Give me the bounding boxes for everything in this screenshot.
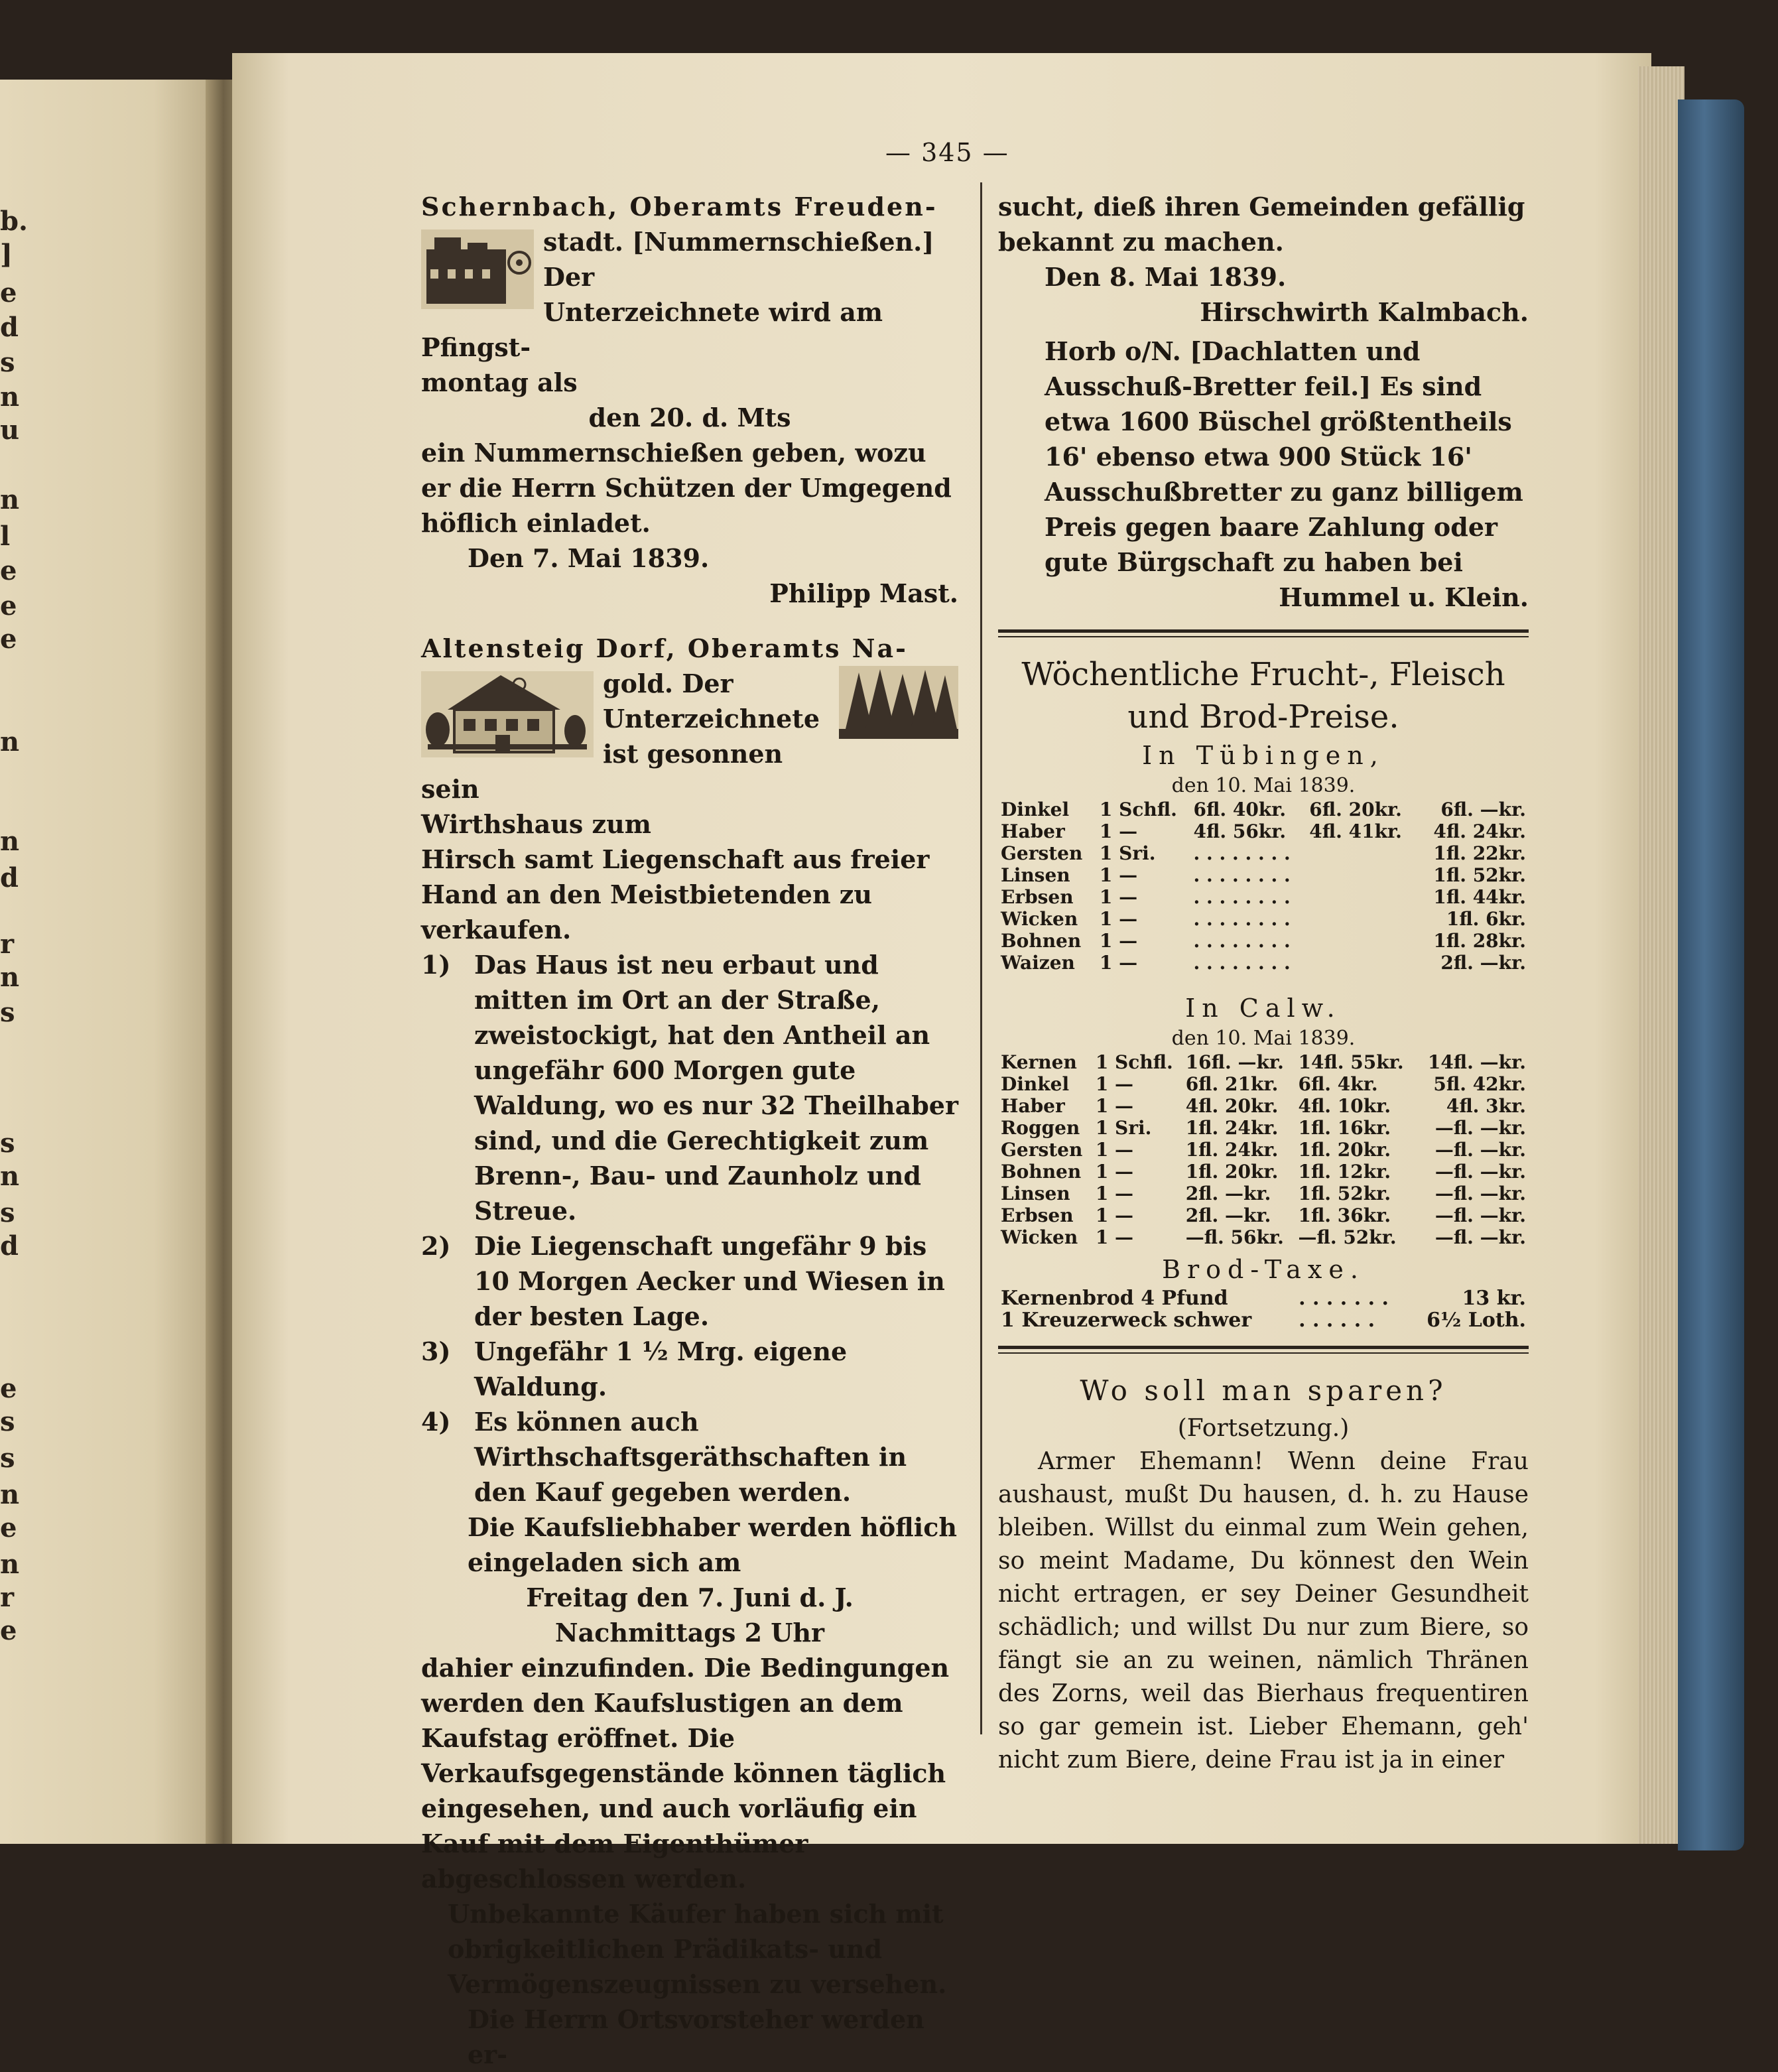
table-cell: Erbsen	[1001, 886, 1074, 908]
margin-letter: s	[0, 1128, 15, 1159]
table-row	[998, 1287, 1529, 1309]
margin-letter: n	[0, 1549, 20, 1580]
list-item	[421, 1404, 958, 1510]
table-cell: 1fl. 24kr.	[1185, 1139, 1279, 1161]
table-row	[998, 952, 1529, 974]
price-table-tuebingen	[998, 799, 1529, 974]
margin-letter: ]	[0, 239, 13, 270]
ad-body: [Dachlatten und Ausschuß-Bretter feil.] Es sind etwa 1600 Büschel größtentheils 16' ebenso etwa 900 Stück 16' Ausschußbretter zu ganz billigem Preis gegen baare Zahlung oder gute Bürgschaft zu haben bei	[1045, 336, 1523, 577]
table-cell: 1 —	[1095, 1226, 1134, 1248]
sale-body: dahier einzufinden. Die Bedingungen werden den Kaufslustigen an dem Kaufstag eröffnet. Die Verkaufsgegenstände können täglich eingesehen, und auch vorläufig ein Kauf mit dem Eigenthümer abgeschlossen werden.	[421, 1653, 950, 1894]
table-cell: 1 Schfl.	[1095, 1051, 1173, 1073]
sale-day: Freitag den 7. Juni d. J.	[526, 1583, 854, 1612]
table-row	[998, 1309, 1529, 1331]
ad-signature: Philipp Mast.	[769, 578, 958, 608]
table-cell: 2fl. —kr.	[1440, 952, 1526, 974]
table-cell: 1 Sri.	[1095, 1117, 1152, 1139]
item-number: 1)	[421, 950, 451, 980]
inn-woodcut-icon	[421, 671, 594, 757]
table-cell: Wicken	[1001, 908, 1078, 930]
margin-letter: l	[0, 521, 11, 552]
margin-letter: e	[0, 1512, 17, 1543]
margin-letter: r	[0, 1582, 15, 1613]
margin-letter: b.	[0, 206, 28, 237]
table-cell: 1 Kreuzerweck schwer	[1001, 1309, 1252, 1332]
market-date: den 10. Mai 1839.	[1171, 1027, 1356, 1050]
table-cell: 1 —	[1099, 820, 1138, 842]
table-cell: 6fl. 4kr.	[1298, 1073, 1378, 1095]
ad-heading: Altensteig Dorf, Oberamts Na-	[421, 633, 908, 663]
ad-line: gold. Der Unterzeichnete	[603, 669, 820, 734]
table-cell: 14fl. —kr.	[1427, 1051, 1526, 1073]
table-cell: Haber	[1001, 820, 1065, 842]
item-number: 2)	[421, 1231, 451, 1261]
ad-heading: Schernbach, Oberamts Freuden-	[421, 192, 938, 222]
table-cell: —fl. —kr.	[1434, 1161, 1526, 1183]
table-cell: 1 —	[1095, 1183, 1134, 1204]
table-cell: 1 Sri.	[1099, 842, 1156, 864]
ad-closing: Die Herrn Ortsvorsteher werden er-	[468, 2004, 924, 2069]
table-cell: 1fl. 28kr.	[1433, 930, 1526, 952]
table-cell: 1fl. 36kr.	[1298, 1204, 1391, 1226]
table-cell: Linsen	[1001, 864, 1070, 886]
table-cell: 1fl. 52kr.	[1433, 864, 1526, 886]
table-cell: 1fl. 52kr.	[1298, 1183, 1391, 1204]
table-cell: 1fl. 44kr.	[1433, 886, 1526, 908]
price-table-calw	[998, 1051, 1529, 1248]
table-cell: Wicken	[1001, 1226, 1078, 1248]
ad-signature: Hummel u. Klein.	[1279, 582, 1529, 612]
ad-horb	[998, 334, 1529, 615]
table-row	[998, 1204, 1529, 1226]
margin-letter: e	[0, 277, 17, 308]
column-divider	[980, 182, 982, 1734]
table-row	[998, 1095, 1529, 1117]
ad-continuation	[998, 189, 1529, 330]
article	[998, 1370, 1529, 1777]
table-cell: 4fl. 20kr.	[1185, 1095, 1279, 1117]
table-row	[998, 1117, 1529, 1139]
table-cell: —fl. —kr.	[1434, 1226, 1526, 1248]
table-cell: 1 —	[1095, 1204, 1134, 1226]
margin-letter: d	[0, 862, 19, 893]
item-text: Das Haus ist neu erbaut und mitten im Ort an der Straße, zweistockigt, hat den Antheil an ungefähr 600 Morgen gute Waldung, wo es nur 32 Theilhaber sind, und die Gerechtigkeit zum Brenn-, Bau- und Zaunholz und Streue.	[474, 950, 958, 1226]
table-cell: 6fl. —kr.	[1440, 799, 1526, 820]
ad-line: Unterzeichnete wird am Pfingst-	[421, 297, 883, 362]
table-row	[998, 864, 1529, 886]
table-cell	[1306, 864, 1417, 886]
article-subtitle: (Fortsetzung.)	[1177, 1415, 1350, 1442]
margin-letter: r	[0, 929, 15, 960]
ad-altensteig	[421, 631, 958, 2072]
table-cell: 1 —	[1099, 886, 1138, 908]
list-item	[421, 1228, 958, 1334]
margin-letter: s	[0, 347, 15, 378]
margin-letter: n	[0, 962, 20, 993]
margin-letter: e	[0, 623, 17, 655]
table-cell: 6fl. 20kr.	[1309, 799, 1402, 820]
ad-date: Den 7. Mai 1839.	[468, 543, 710, 573]
table-cell: 1fl. 24kr.	[1185, 1117, 1279, 1139]
ad-date: Den 8. Mai 1839.	[1045, 262, 1287, 292]
table-cell: Gersten	[1001, 842, 1083, 864]
table-cell: 4fl. 24kr.	[1433, 820, 1526, 842]
ad-paragraph	[998, 334, 1529, 580]
table-cell: 13 kr.	[1462, 1287, 1526, 1310]
table-cell: 1fl. 20kr.	[1185, 1161, 1279, 1183]
table-cell: . . . . . . . .	[1193, 842, 1291, 864]
page-number: — 345 —	[885, 138, 1009, 167]
market-place: In Calw.	[1185, 994, 1342, 1023]
ad-line: ist gesonnen sein	[421, 739, 783, 804]
table-row	[998, 1051, 1529, 1073]
table-cell: 4fl. 41kr.	[1309, 820, 1402, 842]
table-row	[998, 842, 1529, 864]
table-cell: 1fl. 12kr.	[1298, 1161, 1391, 1183]
margin-letter: s	[0, 1406, 15, 1437]
table-cell: . . . . . . . .	[1193, 908, 1291, 930]
item-number: 3)	[421, 1336, 451, 1366]
margin-letter: n	[0, 1479, 20, 1510]
list-item	[421, 1334, 958, 1404]
table-cell: 1 Schfl.	[1099, 799, 1177, 820]
table-cell: 5fl. 42kr.	[1433, 1073, 1526, 1095]
ad-line: Wirthshaus zum	[421, 809, 651, 839]
margin-letter: s	[0, 1443, 15, 1474]
margin-letter: u	[0, 415, 20, 446]
table-cell: 6fl. 40kr.	[1193, 799, 1287, 820]
margin-letter: s	[0, 1197, 15, 1228]
ad-line: stadt. [Nummernschießen.] Der	[543, 227, 934, 292]
table-cell: Kernenbrod 4 Pfund	[1001, 1287, 1228, 1310]
table-row	[998, 820, 1529, 842]
table-row	[998, 1183, 1529, 1204]
table-cell: 2fl. —kr.	[1185, 1204, 1271, 1226]
price-report	[998, 653, 1529, 1331]
table-row	[998, 1073, 1529, 1095]
table-cell: 1fl. 16kr.	[1298, 1117, 1391, 1139]
table-cell: 14fl. 55kr.	[1298, 1051, 1404, 1073]
margin-letter: n	[0, 726, 20, 757]
table-cell: Roggen	[1001, 1117, 1080, 1139]
table-cell: 2fl. —kr.	[1185, 1183, 1271, 1204]
table-row	[998, 930, 1529, 952]
right-column	[998, 189, 1529, 1777]
table-cell: . . . . . . . .	[1193, 886, 1291, 908]
table-cell: —fl. —kr.	[1434, 1204, 1526, 1226]
book-cover	[1678, 99, 1744, 1850]
table-cell: . . . . . . . .	[1193, 930, 1291, 952]
margin-letter: n	[0, 826, 20, 857]
market-place: In Tübingen,	[1142, 741, 1385, 770]
ad-body: sucht, dieß ihren Gemeinden gefällig bekannt zu machen.	[998, 192, 1525, 257]
table-cell	[1306, 952, 1417, 974]
table-cell: 1 —	[1095, 1161, 1134, 1183]
unknown-buyers: Unbekannte Käufer haben sich mit obrigkeitlichen Prädikats- und Vermögenszeugnissen zu versehen.	[448, 1899, 947, 1999]
table-cell: 1 —	[1099, 952, 1138, 974]
brod-title: Brod-Taxe.	[1162, 1255, 1365, 1284]
price-title: Wöchentliche Frucht-, Fleisch und Brod-Preise.	[1021, 656, 1505, 736]
sale-time: Nachmittags 2 Uhr	[554, 1618, 825, 1648]
item-text: Die Liegenschaft ungefähr 9 bis 10 Morgen Aecker und Wiesen in der besten Lage.	[474, 1231, 945, 1331]
forest-woodcut-icon	[839, 666, 958, 739]
table-cell: 6½ Loth.	[1427, 1309, 1526, 1332]
article-title: Wo soll man sparen?	[1080, 1374, 1447, 1407]
table-row	[998, 1161, 1529, 1183]
market-date: den 10. Mai 1839.	[1171, 774, 1356, 797]
table-cell: Bohnen	[1001, 1161, 1082, 1183]
table-row	[998, 886, 1529, 908]
table-cell: . . . . . . . .	[1193, 952, 1291, 974]
table-cell	[1306, 886, 1417, 908]
table-cell: Gersten	[1001, 1139, 1083, 1161]
table-cell: 1 —	[1099, 908, 1138, 930]
table-cell: Haber	[1001, 1095, 1065, 1117]
table-row	[998, 1139, 1529, 1161]
table-cell: 4fl. 56kr.	[1193, 820, 1287, 842]
ad-heading: Horb o/N.	[1045, 336, 1181, 366]
table-row	[998, 1226, 1529, 1248]
ad-signature: Hirschwirth Kalmbach.	[1200, 297, 1529, 327]
ad-schernbach	[421, 189, 958, 611]
ad-invite: Die Kaufsliebhaber werden höflich eingeladen sich am	[468, 1512, 957, 1577]
table-row	[998, 799, 1529, 820]
ad-date-line: den 20. d. Mts	[588, 403, 791, 432]
table-cell: . . . . . . .	[1299, 1287, 1389, 1310]
ad-body: ein Nummernschießen geben, wozu er die Herrn Schützen der Umgegend höflich einladet.	[421, 438, 952, 538]
table-cell: 6fl. 21kr.	[1185, 1073, 1279, 1095]
table-cell: 1 —	[1099, 930, 1138, 952]
margin-letter: n	[0, 381, 20, 413]
table-cell: —fl. —kr.	[1434, 1183, 1526, 1204]
margin-letter: n	[0, 1161, 20, 1192]
margin-letter: e	[0, 1615, 17, 1646]
table-cell: Dinkel	[1001, 1073, 1070, 1095]
table-cell: 1fl. 6kr.	[1446, 908, 1526, 930]
section-divider	[998, 629, 1529, 637]
table-cell: Waizen	[1001, 952, 1075, 974]
section-divider	[998, 1346, 1529, 1354]
ad-body: Hirsch samt Liegenschaft aus freier Hand an den Meistbietenden zu verkaufen.	[421, 844, 930, 944]
table-cell: —fl. 52kr.	[1298, 1226, 1397, 1248]
table-cell: Kernen	[1001, 1051, 1077, 1073]
table-cell: 4fl. 3kr.	[1446, 1095, 1526, 1117]
table-cell: Linsen	[1001, 1183, 1070, 1204]
ad-line: montag als	[421, 367, 578, 397]
table-cell: 1 —	[1095, 1139, 1134, 1161]
table-cell: —fl. 56kr.	[1185, 1226, 1284, 1248]
margin-letter: e	[0, 1373, 17, 1404]
margin-letter: d	[0, 1230, 19, 1262]
article-body: Armer Ehemann! Wenn deine Frau aushaust, mußt Du hausen, d. h. zu Hause bleiben. Willst du einmal zum Wein gehen, so meint Madame, Du könnest den Wein nicht ertragen, er sey Deiner Gesundheit schädlich; und willst Du nur zum Biere, so fängt sie an zu weinen, nämlich Thränen des Zorns, weil das Bierhaus frequentiren so gar gemein ist. Lieber Ehemann, geh' nicht zum Biere, deine Frau ist ja in einer	[998, 1448, 1529, 1774]
margin-letter: d	[0, 312, 19, 343]
table-cell: —fl. —kr.	[1434, 1139, 1526, 1161]
table-cell	[1306, 930, 1417, 952]
table-cell	[1306, 842, 1417, 864]
table-cell: 1fl. 22kr.	[1433, 842, 1526, 864]
margin-letter: e	[0, 555, 17, 586]
item-text: Es können auch Wirthschaftsgeräthschaften in den Kauf gegeben werden.	[474, 1407, 907, 1507]
table-cell: Bohnen	[1001, 930, 1082, 952]
table-cell: 1 —	[1095, 1095, 1134, 1117]
table-cell: Dinkel	[1001, 799, 1070, 820]
table-cell	[1306, 908, 1417, 930]
table-cell: 1fl. 20kr.	[1298, 1139, 1391, 1161]
price-table-brod	[998, 1287, 1529, 1331]
margin-letter: s	[0, 997, 15, 1028]
left-column	[421, 189, 958, 2072]
table-cell: . . . . . .	[1299, 1309, 1375, 1332]
table-cell: —fl. —kr.	[1434, 1117, 1526, 1139]
target-woodcut-icon	[421, 229, 534, 309]
margin-letter: n	[0, 484, 20, 515]
table-cell: Erbsen	[1001, 1204, 1074, 1226]
item-text: Ungefähr 1 ½ Mrg. eigene Waldung.	[474, 1336, 848, 1401]
list-item	[421, 947, 958, 1228]
table-cell: 4fl. 10kr.	[1298, 1095, 1391, 1117]
table-cell: . . . . . . . .	[1193, 864, 1291, 886]
item-number: 4)	[421, 1407, 451, 1437]
table-cell: 1 —	[1099, 864, 1138, 886]
margin-letter: e	[0, 590, 17, 621]
left-page-edge	[0, 80, 219, 1844]
table-cell: 16fl. —kr.	[1185, 1051, 1284, 1073]
table-cell: 1 —	[1095, 1073, 1134, 1095]
table-row	[998, 908, 1529, 930]
